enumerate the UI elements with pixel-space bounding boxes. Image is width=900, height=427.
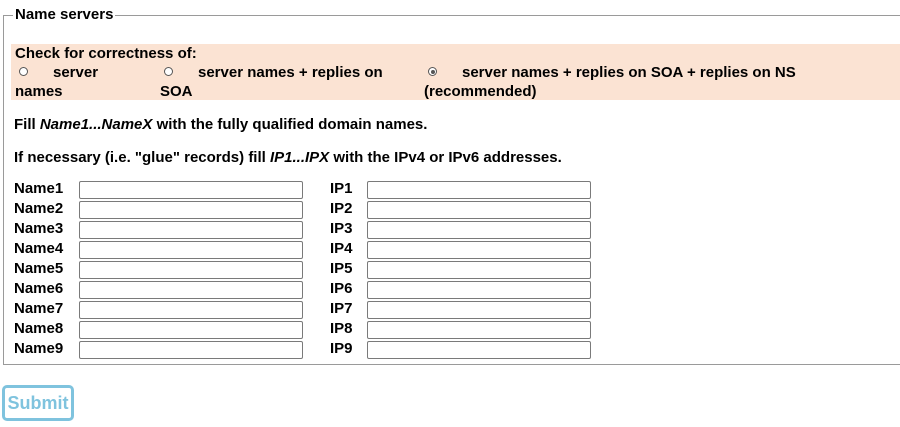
- fill-names-em: Name1...NameX: [39, 116, 153, 133]
- submit-button[interactable]: Submit: [2, 385, 74, 421]
- ip7-input[interactable]: [367, 301, 591, 319]
- option-replies-ns-line1: server names + replies on SOA + replies on NS: [462, 64, 796, 81]
- name2-input[interactable]: [79, 201, 303, 219]
- radio-replies-soa[interactable]: [164, 67, 173, 76]
- name2-label: Name2: [14, 200, 64, 217]
- ip6-input[interactable]: [367, 281, 591, 299]
- option-server-names-line2: names: [15, 83, 63, 100]
- option-server-names-line1: server: [53, 64, 99, 81]
- check-title: Check for correctness of:: [15, 45, 197, 62]
- fill-names-instruction: Fill Name1...NameX with the fully qualified domain names.: [14, 116, 428, 133]
- ip8-label: IP8: [330, 320, 353, 337]
- name9-input[interactable]: [79, 341, 303, 359]
- name4-input[interactable]: [79, 241, 303, 259]
- radio-server-names[interactable]: [19, 67, 28, 76]
- ip9-input[interactable]: [367, 341, 591, 359]
- ip1-input[interactable]: [367, 181, 591, 199]
- name1-label: Name1: [14, 180, 64, 197]
- ip8-input[interactable]: [367, 321, 591, 339]
- name5-label: Name5: [14, 260, 64, 277]
- glue-instruction: If necessary (i.e. "glue" records) fill IP1...IPX with the IPv4 or IPv6 addresses.: [14, 149, 562, 166]
- name7-label: Name7: [14, 300, 64, 317]
- name4-label: Name4: [14, 240, 64, 257]
- name6-input[interactable]: [79, 281, 303, 299]
- ip6-label: IP6: [330, 280, 353, 297]
- radio-replies-ns[interactable]: [428, 67, 437, 76]
- ip4-input[interactable]: [367, 241, 591, 259]
- ip2-label: IP2: [330, 200, 353, 217]
- ip3-label: IP3: [330, 220, 353, 237]
- name1-input[interactable]: [79, 181, 303, 199]
- glue-em: IP1...IPX: [269, 149, 330, 166]
- name6-label: Name6: [14, 280, 64, 297]
- fieldset-legend: Name servers: [15, 6, 114, 23]
- name8-label: Name8: [14, 320, 64, 337]
- name5-input[interactable]: [79, 261, 303, 279]
- name8-input[interactable]: [79, 321, 303, 339]
- check-options-panel: [11, 44, 900, 100]
- name3-input[interactable]: [79, 221, 303, 239]
- ip4-label: IP4: [330, 240, 353, 257]
- ip2-input[interactable]: [367, 201, 591, 219]
- ip7-label: IP7: [330, 300, 353, 317]
- name9-label: Name9: [14, 340, 64, 357]
- option-replies-soa-line1: server names + replies on: [198, 64, 383, 81]
- ip5-label: IP5: [330, 260, 353, 277]
- ip1-label: IP1: [330, 180, 353, 197]
- ip3-input[interactable]: [367, 221, 591, 239]
- ip5-input[interactable]: [367, 261, 591, 279]
- name3-label: Name3: [14, 220, 64, 237]
- option-replies-ns-line2: (recommended): [424, 83, 537, 100]
- ip9-label: IP9: [330, 340, 353, 357]
- name7-input[interactable]: [79, 301, 303, 319]
- option-replies-soa-line2: SOA: [160, 83, 193, 100]
